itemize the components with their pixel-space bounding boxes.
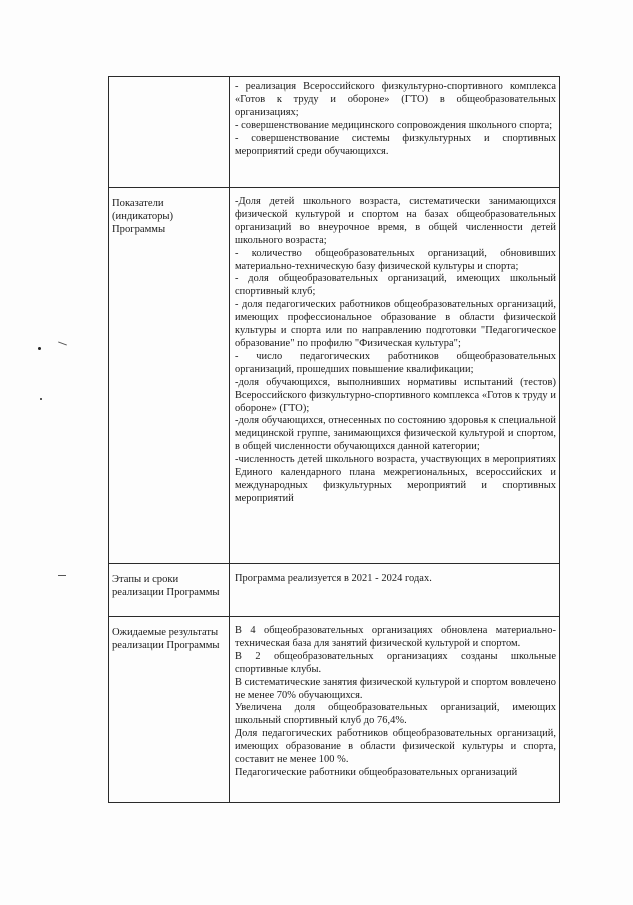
content-paragraph: - число педагогических работников общеобразовательных организаций, прошедших повышение квалификации; [235, 350, 556, 375]
table-row [109, 564, 560, 617]
content-paragraph: - доля педагогических работников общеобразовательных организаций, имеющих профессиональное образование в области физической культуры и спорта или по направлению подготовки "Педагогическое образование" по профилю "Физическая культура"; [235, 299, 556, 349]
content-paragraph: -численность детей школьного возраста, участвующих в мероприятиях Единого календарного плана межрегиональных, всероссийских и международных физкультурных мероприятий и спортивных мероприятий [235, 454, 556, 504]
table-row [109, 188, 560, 564]
row-label: Этапы и сроки реализации Программы [112, 574, 220, 598]
row-content-cell [230, 617, 560, 803]
row-label [109, 77, 229, 90]
row-label-cell [109, 564, 230, 617]
row-label: Ожидаемые результаты реализации Программы [112, 627, 220, 651]
content-paragraph: Увеличена доля общеобразовательных организаций, имеющих школьный спортивный клуб до 76,4%. [235, 702, 556, 727]
row-label-cell [109, 188, 230, 564]
content-paragraph: - реализация Всероссийского физкультурно-спортивного комплекса «Готов к труду и обороне» (ГТО) в общеобразовательных организациях; [235, 81, 556, 118]
content-paragraph: Доля педагогических работников общеобразовательных организаций, имеющих образование в области физической культуры и спорта, составит не менее 100 %. [235, 728, 556, 766]
content-paragraph: -доля обучающихся, выполнивших нормативы испытаний (тестов) Всероссийского физкультурно-спортивного комплекса «Готов к труду и обороне» (ГТО); [235, 376, 556, 414]
content-paragraph: - количество общеобразовательных организаций, обновивших материально-техническую базу физической культуры и спорта; [235, 247, 556, 272]
content-paragraph: - совершенствование системы физкультурных и спортивных мероприятий среди обучающихся. [235, 132, 556, 157]
content-paragraph: -доля обучающихся, отнесенных по состоянию здоровья к специальной медицинской группе, занимающихся физической культурой и спортом, в общей численности обучающихся данной категории; [235, 415, 556, 453]
content-paragraph: В систематические занятия физической культурой и спортом вовлечено не менее 70% обучающихся. [235, 676, 556, 701]
scan-speck [38, 347, 41, 350]
content-paragraph: Программа реализуется в 2021 - 2024 годах. [235, 573, 432, 584]
scan-speck [58, 341, 67, 345]
row-content-cell [230, 188, 560, 564]
row-content-cell [230, 564, 560, 617]
content-paragraph: - доля общеобразовательных организаций, имеющих школьный спортивный клуб; [235, 273, 556, 298]
content-paragraph: - совершенствование медицинского сопровождения школьного спорта; [235, 119, 553, 131]
content-paragraph: В 2 общеобразовательных организациях созданы школьные спортивные клубы. [235, 650, 556, 675]
scan-speck [40, 398, 42, 400]
program-passport-table [108, 76, 560, 803]
content-paragraph: Педагогические работники общеобразовательных организаций [235, 766, 518, 778]
content-paragraph: В 4 общеобразовательных организациях обновлена материально-техническая база для занятий физической культурой и спортом. [235, 625, 556, 649]
row-label: Показатели (индикаторы) Программы [112, 198, 174, 235]
table-row [109, 77, 560, 188]
content-paragraph: -Доля детей школьного возраста, систематически занимающихся физической культурой и спортом на базах общеобразовательных организаций во внеурочное время, в общей численности детей школьного возраста; [235, 196, 556, 246]
table-row [109, 617, 560, 803]
row-content-cell [230, 77, 560, 188]
scan-speck [58, 575, 66, 576]
row-label-cell [109, 77, 230, 188]
row-label-cell [109, 617, 230, 803]
